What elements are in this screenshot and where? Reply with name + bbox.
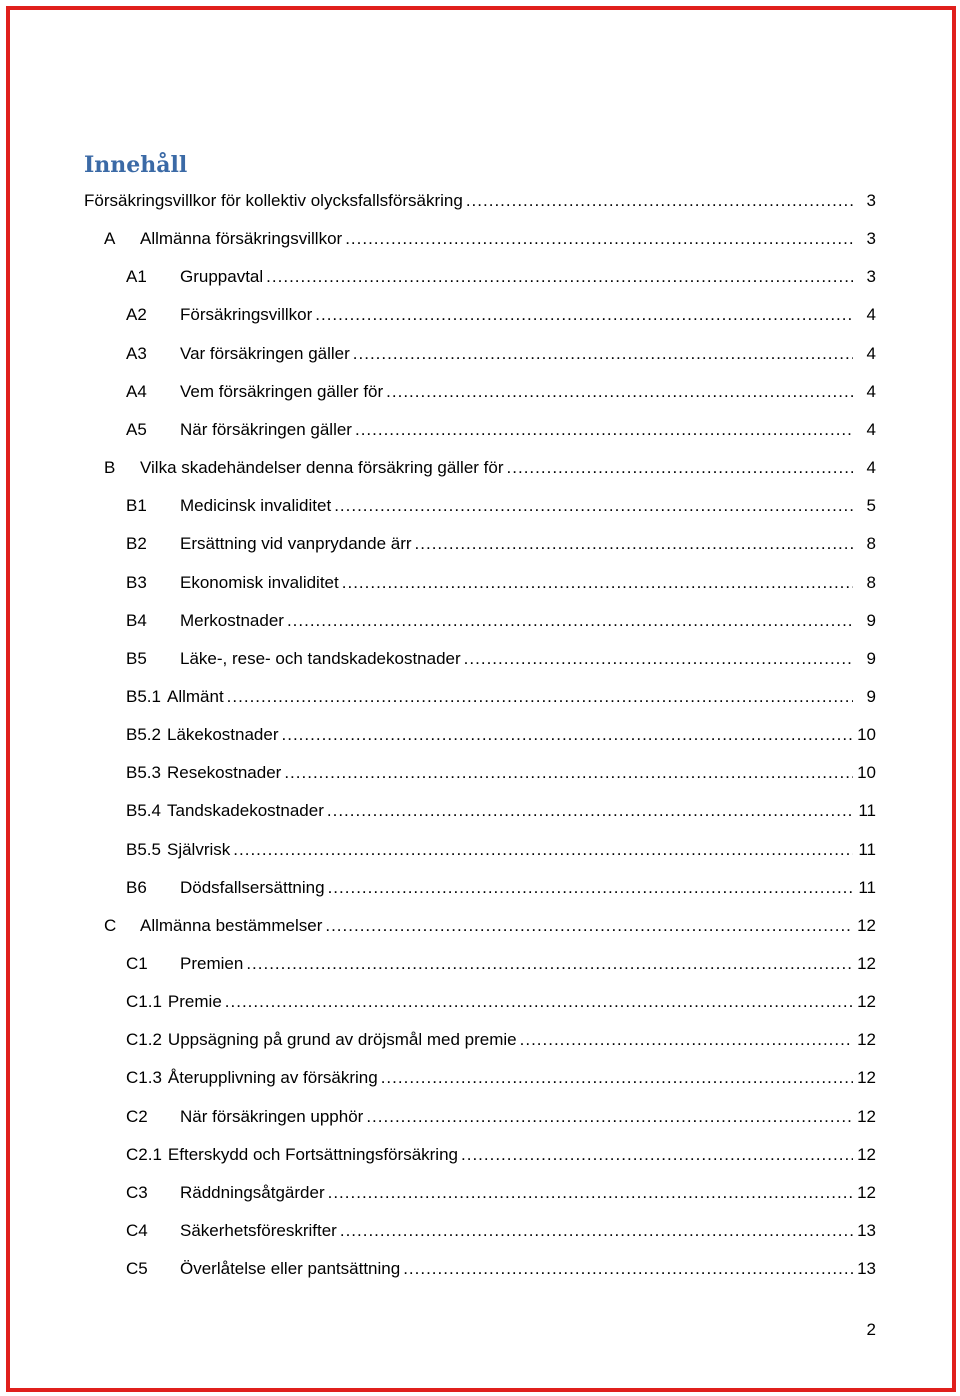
- toc-entry-page: 3: [866, 267, 876, 287]
- toc-entry-title: Räddningsåtgärder: [180, 1182, 325, 1202]
- toc-entry[interactable]: [84, 716, 876, 754]
- dot-leader: [327, 801, 853, 821]
- toc-entry[interactable]: [84, 296, 876, 334]
- toc-entry-page: 4: [866, 381, 876, 401]
- toc-entry[interactable]: [84, 831, 876, 869]
- dot-leader: [464, 649, 853, 669]
- toc-entry-page: 4: [866, 458, 876, 478]
- dot-leader: [315, 305, 853, 325]
- toc-entry-title: Försäkringsvillkor för kollektiv olycksfallsförsäkring: [84, 191, 463, 210]
- toc-entry-title: Allmänt: [166, 686, 224, 706]
- toc-entry[interactable]: [84, 487, 876, 525]
- toc-entry-title: Läke-, rese- och tandskadekostnader: [180, 648, 461, 668]
- toc-entry-page: 10: [857, 763, 876, 783]
- toc-entry-page: 11: [858, 801, 876, 821]
- toc-entry-number: C1.2: [126, 1030, 162, 1050]
- toc-entry[interactable]: [84, 792, 876, 830]
- toc-entry-page: 9: [866, 610, 876, 630]
- toc-entry-number: B1: [126, 496, 147, 516]
- toc-entry-number: B5.1: [126, 686, 161, 706]
- toc-entry-page: 12: [857, 1030, 876, 1050]
- toc-entry-title: Premien: [180, 954, 244, 973]
- toc-entry[interactable]: [84, 220, 876, 258]
- dot-leader: [520, 1030, 853, 1050]
- toc-entry-page: 13: [857, 1221, 876, 1241]
- toc-entry-page: 10: [857, 725, 876, 745]
- toc-entry-title: Överlåtelse eller pantsättning: [180, 1259, 401, 1279]
- toc-entry-title: När försäkringen gäller: [180, 419, 352, 439]
- toc-entry-page: 12: [857, 992, 876, 1012]
- toc-entry-title: Efterskydd och Fortsättningsförsäkring: [167, 1144, 458, 1164]
- toc-entry[interactable]: [84, 1098, 876, 1136]
- dot-leader: [233, 840, 853, 860]
- toc-entry-number: A5: [126, 419, 147, 439]
- dot-leader: [246, 954, 853, 974]
- toc-entry[interactable]: [84, 411, 876, 449]
- dot-leader: [381, 1068, 853, 1088]
- toc-entry-page: 13: [857, 1259, 876, 1279]
- toc-entry-page: 12: [857, 1106, 876, 1126]
- toc-entry-title: Läkekostnader: [166, 725, 279, 745]
- toc-heading: Innehåll: [84, 152, 188, 178]
- dot-leader: [328, 1183, 853, 1203]
- toc-entry[interactable]: [84, 1021, 876, 1059]
- toc-entry-number: C1.1: [126, 992, 162, 1012]
- toc-entry-number: B3: [126, 572, 147, 592]
- dot-leader: [284, 763, 853, 783]
- toc-entry-number: A2: [126, 305, 147, 325]
- dot-leader: [325, 916, 853, 936]
- toc-entry-number: B2: [126, 534, 147, 554]
- toc-entry-title: Återupplivning av försäkring: [167, 1068, 378, 1088]
- toc-entry[interactable]: [84, 907, 876, 945]
- dot-leader: [345, 229, 853, 249]
- toc-entry-page: 3: [866, 191, 876, 210]
- toc-entry[interactable]: [84, 983, 876, 1021]
- toc-entry-title: Gruppavtal: [180, 267, 264, 287]
- toc-entry-page: 9: [866, 686, 876, 706]
- toc-entry[interactable]: [84, 640, 876, 678]
- toc-entry-title: Självrisk: [166, 839, 231, 859]
- toc-entry-title: Medicinsk invaliditet: [180, 496, 332, 516]
- toc-entry-number: C3: [126, 1182, 148, 1202]
- toc-entry[interactable]: [84, 1059, 876, 1097]
- toc-entry-page: 4: [866, 419, 876, 439]
- toc-entry[interactable]: [84, 869, 876, 907]
- toc-entry-number: B5.5: [126, 839, 161, 859]
- dot-leader: [328, 878, 853, 898]
- toc-entry[interactable]: [84, 678, 876, 716]
- dot-leader: [227, 687, 853, 707]
- toc-entry-number: A1: [126, 267, 147, 287]
- dot-leader: [507, 458, 853, 478]
- toc-entry-page: 11: [858, 839, 876, 859]
- toc-entry[interactable]: [84, 258, 876, 296]
- toc-entry-number: C1: [126, 954, 148, 973]
- toc-entry-page: 12: [857, 915, 876, 935]
- dot-leader: [415, 534, 853, 554]
- dot-leader: [334, 496, 853, 516]
- toc-entry[interactable]: [84, 1136, 876, 1174]
- dot-leader: [340, 1221, 853, 1241]
- toc-entry-title: Säkerhetsföreskrifter: [180, 1221, 337, 1241]
- toc-entry-page: 8: [866, 572, 876, 592]
- toc-entry[interactable]: [84, 945, 876, 983]
- toc-entry-title: Allmänna försäkringsvillkor: [140, 229, 343, 249]
- toc-entry-title: Dödsfallsersättning: [180, 877, 325, 897]
- toc-entry[interactable]: [84, 182, 876, 220]
- toc-entry[interactable]: [84, 754, 876, 792]
- toc-entry-page: 12: [857, 954, 876, 973]
- toc-entry-number: B6: [126, 877, 147, 897]
- toc-entry-title: Ekonomisk invaliditet: [180, 572, 339, 592]
- toc-entry-title: När försäkringen upphör: [180, 1106, 364, 1126]
- toc-entry-number: C4: [126, 1221, 148, 1241]
- toc-entry-number: C5: [126, 1259, 148, 1279]
- toc-entry-number: C2.1: [126, 1144, 162, 1164]
- toc-entry-title: Resekostnader: [166, 763, 282, 783]
- dot-leader: [355, 420, 853, 440]
- toc-entry-title: Försäkringsvillkor: [180, 305, 313, 325]
- toc-entry[interactable]: [84, 525, 876, 563]
- toc-entry-number: C1.3: [126, 1068, 162, 1088]
- dot-leader: [466, 191, 853, 211]
- toc-entry-title: Premie: [167, 992, 222, 1012]
- toc-entry-page: 4: [866, 343, 876, 363]
- toc-entry-number: A3: [126, 343, 147, 363]
- toc-entry-number: B4: [126, 610, 147, 630]
- dot-leader: [225, 992, 853, 1012]
- toc-entry-page: 5: [866, 496, 876, 516]
- dot-leader: [403, 1259, 853, 1279]
- toc-entry-page: 3: [866, 229, 876, 249]
- dot-leader: [353, 344, 853, 364]
- toc-entry-number: B5.4: [126, 801, 161, 821]
- dot-leader: [386, 382, 853, 402]
- toc-entry[interactable]: [84, 335, 876, 373]
- toc-entry-title: Vem försäkringen gäller för: [180, 381, 384, 401]
- toc-entry-number: B: [104, 458, 116, 478]
- toc-entry-number: A4: [126, 381, 147, 401]
- toc-entry-number: C2: [126, 1106, 148, 1126]
- toc-entry-title: Merkostnader: [180, 610, 284, 630]
- toc-entry-title: Uppsägning på grund av dröjsmål med premie: [167, 1030, 517, 1050]
- toc-entry-title: Vilka skadehändelser denna försäkring gäller för: [140, 458, 504, 478]
- toc-entry-number: B5: [126, 648, 147, 668]
- toc-entry-title: Tandskadekostnader: [166, 801, 324, 821]
- dot-leader: [287, 611, 853, 631]
- toc-entry-title: Allmänna bestämmelser: [140, 915, 323, 935]
- toc-entry-page: 12: [857, 1182, 876, 1202]
- page-number: 2: [866, 1320, 876, 1339]
- toc-entry[interactable]: [84, 1212, 876, 1250]
- dot-leader: [366, 1107, 853, 1127]
- dot-leader: [266, 267, 853, 287]
- toc-entry-page: 4: [866, 305, 876, 325]
- toc-entry[interactable]: [84, 373, 876, 411]
- toc-entry-page: 12: [857, 1068, 876, 1088]
- toc-entry-page: 11: [858, 877, 876, 897]
- toc-entry-page: 9: [866, 648, 876, 668]
- toc-entry-number: B5.2: [126, 725, 161, 745]
- toc-entry-number: A: [104, 229, 116, 249]
- toc-entry[interactable]: [84, 449, 876, 487]
- dot-leader: [342, 573, 853, 593]
- toc-entry-page: 12: [857, 1144, 876, 1164]
- toc-entry-page: 8: [866, 534, 876, 554]
- toc-entry-title: Var försäkringen gäller: [180, 343, 350, 363]
- toc-entry-number: C: [104, 915, 117, 935]
- toc-entry[interactable]: [84, 564, 876, 602]
- toc-entry-title: Ersättning vid vanprydande ärr: [180, 534, 412, 554]
- toc-entry-number: B5.3: [126, 763, 161, 783]
- toc-entry[interactable]: [84, 602, 876, 640]
- dot-leader: [282, 725, 853, 745]
- dot-leader: [461, 1145, 853, 1165]
- toc-entry[interactable]: [84, 1250, 876, 1288]
- toc-entry[interactable]: [84, 1174, 876, 1212]
